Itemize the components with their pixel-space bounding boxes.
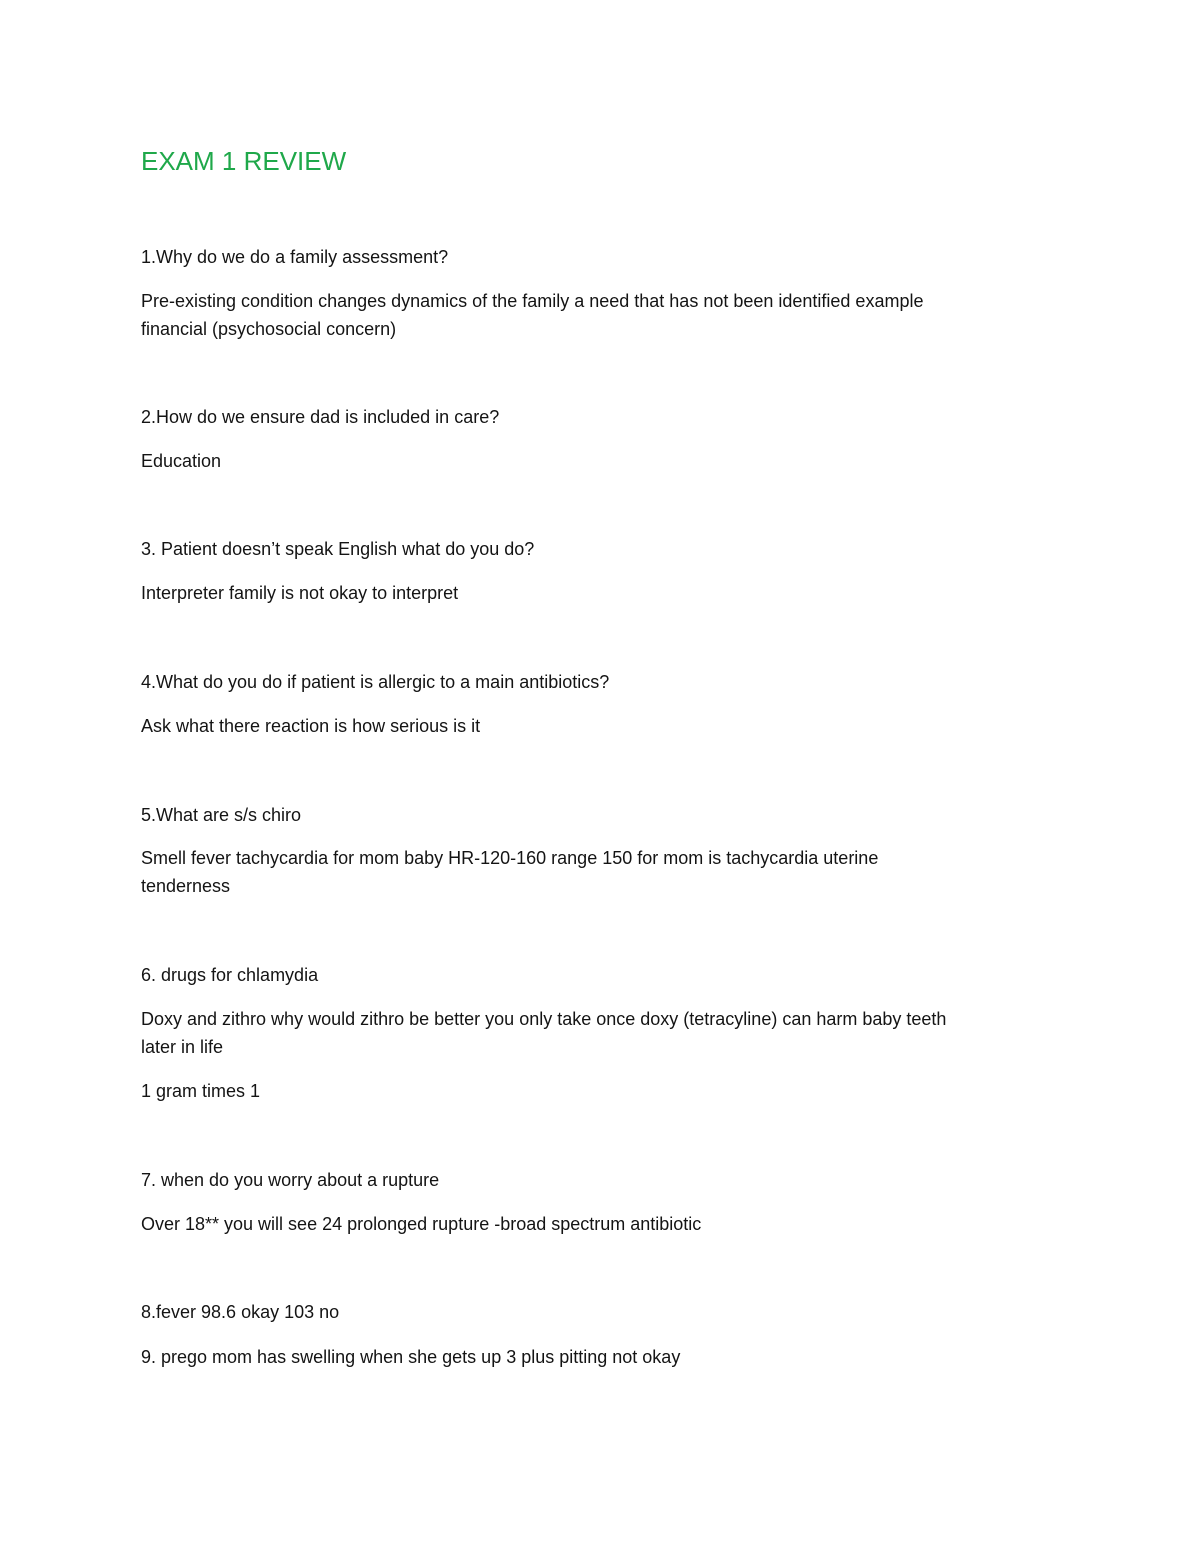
question-5: 5.What are s/s chiro <box>141 805 302 825</box>
answer-1-line-1: Pre-existing condition changes dynamics of the family a need that has not been identified example <box>141 291 924 311</box>
question-7: 7. when do you worry about a rupture <box>141 1170 440 1190</box>
question-6: 6. drugs for chlamydia <box>141 965 319 985</box>
answer-4: Ask what there reaction is how serious is it <box>141 716 481 736</box>
answer-6-line-1: Doxy and zithro why would zithro be better you only take once doxy (tetracyline) can harm baby teeth <box>141 1009 947 1029</box>
note-9: 9. prego mom has swelling when she gets up 3 plus pitting not okay <box>141 1347 681 1367</box>
answer-1-line-2: financial (psychosocial concern) <box>141 319 397 339</box>
note-8: 8.fever 98.6 okay 103 no <box>141 1302 340 1322</box>
answer-6-line-3: 1 gram times 1 <box>141 1081 261 1101</box>
answer-6-line-2: later in life <box>141 1037 224 1057</box>
question-4: 4.What do you do if patient is allergic to a main antibiotics? <box>141 672 610 692</box>
question-2: 2.How do we ensure dad is included in care? <box>141 407 500 427</box>
answer-7: Over 18** you will see 24 prolonged rupture -broad spectrum antibiotic <box>141 1214 702 1234</box>
question-1: 1.Why do we do a family assessment? <box>141 247 449 267</box>
answer-2: Education <box>141 451 222 471</box>
answer-5-line-2: tenderness <box>141 876 231 896</box>
answer-3: Interpreter family is not okay to interpret <box>141 583 459 603</box>
page-title: EXAM 1 REVIEW <box>141 146 347 176</box>
answer-5-line-1: Smell fever tachycardia for mom baby HR-120-160 range 150 for mom is tachycardia uterine <box>141 848 879 868</box>
question-3: 3. Patient doesn’t speak English what do you do? <box>141 539 535 559</box>
